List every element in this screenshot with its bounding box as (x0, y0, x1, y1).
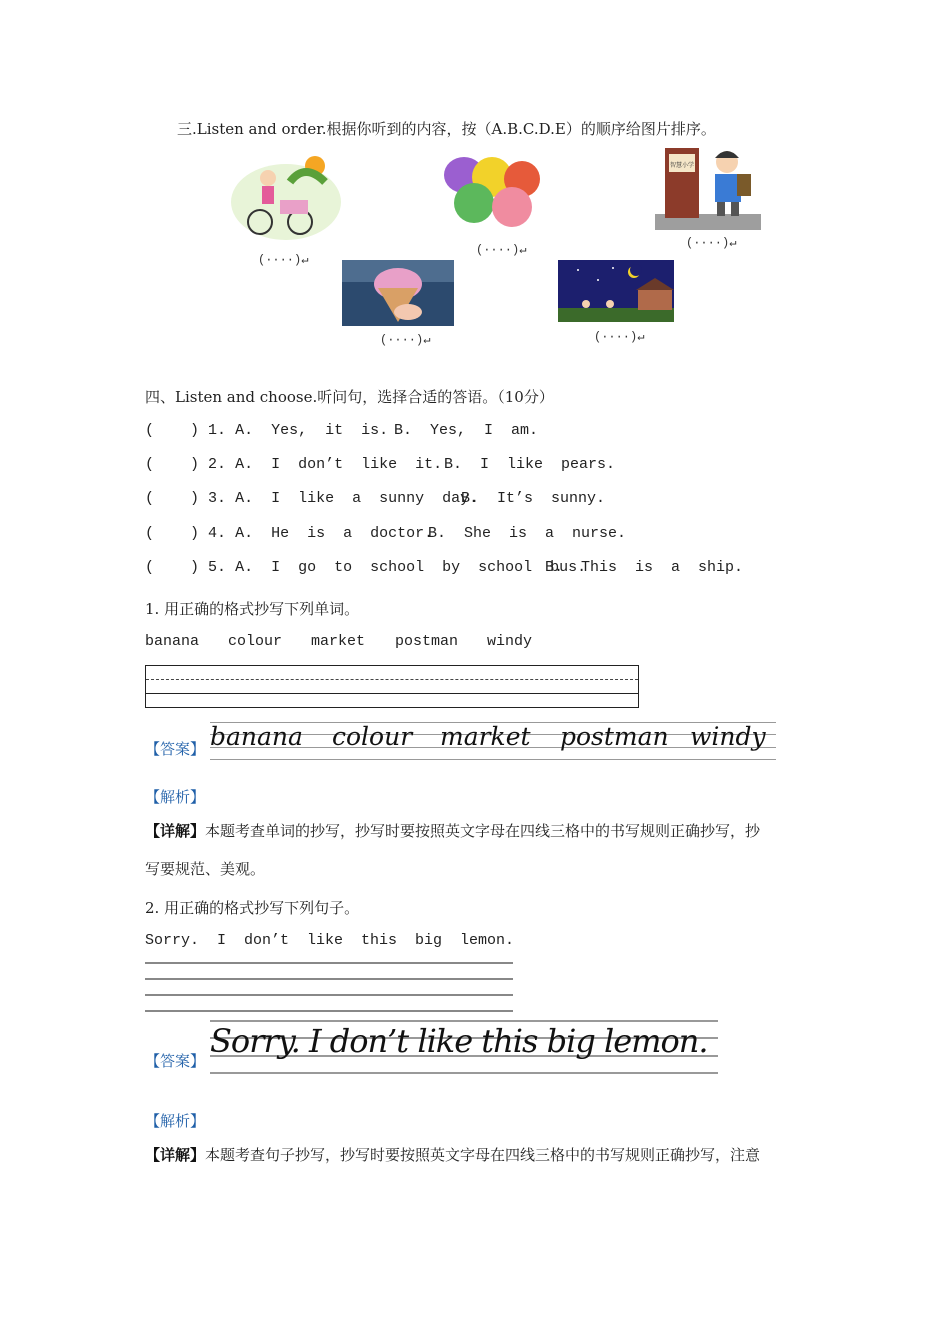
answer-word-windy: windy (690, 722, 766, 751)
q1-title: 1. 用正确的格式抄写下列单词。 (145, 600, 360, 618)
item-number: 1. (208, 422, 227, 439)
q2-title: 2. 用正确的格式抄写下列句子。 (145, 899, 360, 917)
item-number: 4. (208, 525, 227, 542)
option-b: B. This is a ship. (545, 559, 744, 576)
choice-item-1 (145, 422, 539, 439)
blank-5: (····)↵ (594, 330, 645, 344)
q2-analysis-label: 【解析】 (145, 1112, 206, 1130)
word-windy: windy (487, 633, 533, 650)
q1-writing-grid[interactable] (145, 665, 639, 708)
item-number: 2. (208, 456, 227, 473)
detail-label: 【详解】 (145, 1146, 206, 1164)
detail-label: 【详解】 (145, 822, 206, 840)
q2-detail (145, 1144, 760, 1165)
school-sign-text: 智慧小学 (669, 162, 695, 169)
option-a: A. I don’t like it. (235, 456, 443, 473)
q2-answer-label: 【答案】 (145, 1052, 206, 1070)
section3-title: 三.Listen and order.根据你听到的内容，按（A.B.C.D.E）的顺序给图片排序。 (177, 120, 716, 138)
q1-detail (145, 820, 760, 841)
q1-analysis-label: 【解析】 (145, 788, 206, 806)
option-a: A. Yes, it is. (235, 422, 389, 439)
answer-paren[interactable]: ( ) (145, 490, 200, 507)
option-b: B. It’s sunny. (461, 490, 606, 507)
option-a: A. He is a doctor. (235, 525, 434, 542)
word-banana: banana (145, 633, 200, 650)
choice-item-3 (145, 490, 606, 507)
choice-item-5 (145, 559, 744, 576)
ice-cream-picture (342, 260, 454, 326)
answer-word-postman: postman (560, 722, 669, 751)
boy-school-picture (655, 148, 761, 230)
grid-line (146, 693, 638, 694)
answer-paren[interactable]: ( ) (145, 422, 200, 439)
option-a: A. I like a sunny day. (235, 490, 479, 507)
answer-paren[interactable]: ( ) (145, 456, 200, 473)
blank-3: (····)↵ (686, 236, 737, 250)
choice-item-2 (145, 456, 616, 473)
q2-answer-handwriting (210, 1020, 718, 1074)
answer-paren[interactable]: ( ) (145, 559, 200, 576)
word-colour: colour (228, 633, 283, 650)
word-market: market (311, 633, 366, 650)
choice-item-4 (145, 525, 627, 542)
girl-bike-picture (230, 152, 342, 242)
q1-detail-line2: 写要规范、美观。 (145, 860, 266, 878)
q2-writing-lines[interactable] (145, 962, 513, 1012)
blank-2: (····)↵ (476, 243, 527, 257)
word-postman: postman (395, 633, 459, 650)
answer-word-market: market (440, 722, 531, 751)
answer-sentence: Sorry. I don’t like this big lemon. (210, 1022, 708, 1060)
grid-line (146, 679, 638, 680)
section4-title: 四、Listen and choose.听问句，选择合适的答语。（10分） (145, 388, 554, 406)
answer-paren[interactable]: ( ) (145, 525, 200, 542)
night-scene-picture (558, 260, 674, 322)
balloons-picture (440, 155, 544, 235)
q2-sentence: Sorry. I don’t like this big lemon. (145, 932, 515, 949)
option-b: B. I like pears. (444, 456, 616, 473)
blank-4: (····)↵ (380, 333, 431, 347)
item-number: 3. (208, 490, 227, 507)
blank-1: (····)↵ (258, 253, 309, 267)
option-b: B. Yes, I am. (394, 422, 539, 439)
detail-text: 本题考查句子抄写，抄写时要按照英文字母在四线三格中的书写规则正确抄写，注意 (205, 1146, 761, 1164)
answer-word-colour: colour (332, 722, 413, 751)
detail-text: 本题考查单词的抄写，抄写时要按照英文字母在四线三格中的书写规则正确抄写，抄 (205, 822, 761, 840)
answer-word-banana: banana (210, 722, 303, 751)
option-a: A. I go to school by school bus. (235, 559, 587, 576)
item-number: 5. (208, 559, 227, 576)
q1-answer-handwriting (210, 722, 776, 760)
q1-answer-label: 【答案】 (145, 740, 206, 758)
option-b: B. She is a nurse. (428, 525, 627, 542)
